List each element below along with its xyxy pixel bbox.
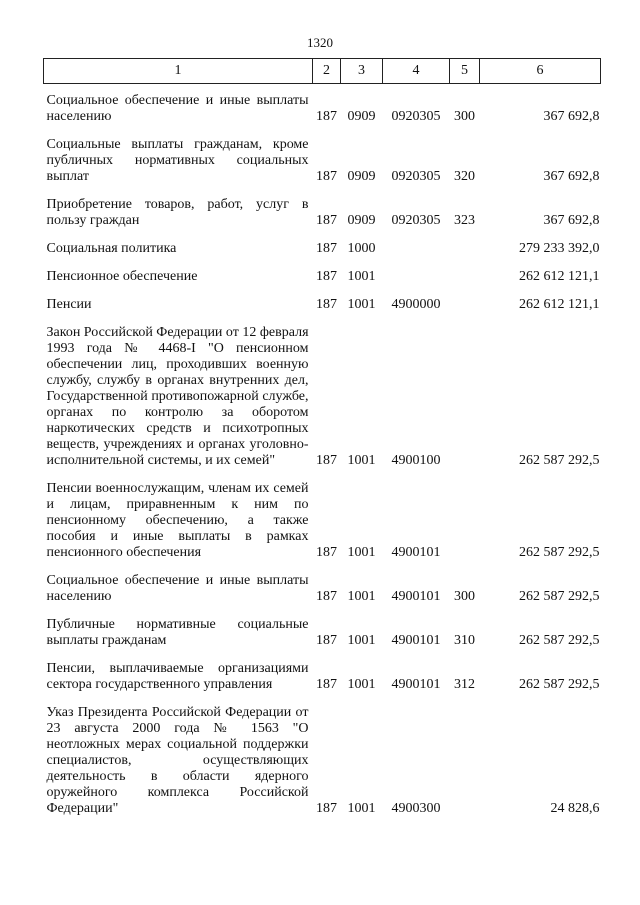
cell-amount: 262 612 121,1 bbox=[519, 297, 600, 312]
cell-target-code: 4900101 bbox=[391, 545, 441, 560]
cell-expense-code: 320 bbox=[454, 169, 475, 184]
column-header-name: 1 bbox=[44, 59, 313, 84]
cell-section-code: 1001 bbox=[347, 801, 376, 816]
table-row bbox=[44, 288, 601, 316]
cell-target-code: 4900101 bbox=[391, 589, 441, 604]
column-header-section: 3 bbox=[341, 59, 383, 84]
table-row bbox=[44, 260, 601, 288]
cell-section-code: 0909 bbox=[347, 109, 376, 124]
cell-section-code: 1001 bbox=[347, 633, 376, 648]
cell-target-code: 4900100 bbox=[391, 453, 441, 468]
table-row bbox=[44, 564, 601, 608]
cell-section-code: 0909 bbox=[347, 213, 376, 228]
cell-section-code: 1001 bbox=[347, 677, 376, 692]
column-header-expense: 5 bbox=[450, 59, 480, 84]
cell-ministry-code: 187 bbox=[316, 109, 337, 124]
cell-expense-code: 323 bbox=[454, 213, 475, 228]
cell-ministry-code: 187 bbox=[316, 269, 337, 284]
cell-name: Пенсии, выплачиваемые организациями сектора государственного управления bbox=[46, 661, 309, 692]
cell-ministry-code: 187 bbox=[316, 545, 337, 560]
cell-expense-code bbox=[450, 696, 480, 820]
column-header-amount: 6 bbox=[480, 59, 601, 84]
cell-section-code: 1001 bbox=[347, 297, 376, 312]
cell-ministry-code: 187 bbox=[316, 633, 337, 648]
cell-target-code: 0920305 bbox=[391, 109, 441, 124]
cell-expense-code bbox=[450, 288, 480, 316]
cell-name: Публичные нормативные социальные выплаты гражданам bbox=[46, 617, 309, 648]
cell-section-code: 1001 bbox=[347, 269, 376, 284]
cell-target-code: 4900101 bbox=[391, 677, 441, 692]
table-row bbox=[44, 472, 601, 564]
cell-expense-code: 312 bbox=[454, 677, 475, 692]
column-header-ministry: 2 bbox=[313, 59, 341, 84]
cell-target-code: 0920305 bbox=[391, 169, 441, 184]
cell-amount: 24 828,6 bbox=[550, 801, 600, 816]
cell-amount: 279 233 392,0 bbox=[519, 241, 600, 256]
cell-ministry-code: 187 bbox=[316, 169, 337, 184]
cell-amount: 262 587 292,5 bbox=[519, 453, 600, 468]
table-row bbox=[44, 84, 601, 129]
cell-amount: 367 692,8 bbox=[543, 109, 600, 124]
cell-amount: 367 692,8 bbox=[543, 213, 600, 228]
cell-section-code: 1001 bbox=[347, 453, 376, 468]
cell-amount: 262 587 292,5 bbox=[519, 545, 600, 560]
cell-amount: 262 612 121,1 bbox=[519, 269, 600, 284]
cell-name: Закон Российской Федерации от 12 февраля 1993 года № 4468-I "О пенсионном обеспечении лиц, проходивших военную службу, службу в органах внутренних дел, Государственной противопожарной службе, органах по контролю за оборотом наркотических средств и психотропных веществ, учреждениях и органах уголовно-исполнительной системы, и их семей" bbox=[46, 325, 309, 468]
cell-amount: 262 587 292,5 bbox=[519, 677, 600, 692]
cell-expense-code bbox=[450, 260, 480, 288]
cell-target-code: 4900300 bbox=[391, 801, 441, 816]
cell-expense-code bbox=[450, 472, 480, 564]
cell-amount: 367 692,8 bbox=[543, 169, 600, 184]
table-row bbox=[44, 188, 601, 232]
cell-expense-code: 300 bbox=[454, 109, 475, 124]
cell-target-code: 0920305 bbox=[391, 213, 441, 228]
cell-target-code bbox=[383, 260, 450, 288]
cell-ministry-code: 187 bbox=[316, 241, 337, 256]
table-row bbox=[44, 316, 601, 472]
cell-name: Пенсионное обеспечение bbox=[46, 269, 198, 284]
cell-name: Социальные выплаты гражданам, кроме публичных нормативных социальных выплат bbox=[46, 137, 309, 184]
table-row bbox=[44, 652, 601, 696]
cell-expense-code: 310 bbox=[454, 633, 475, 648]
cell-ministry-code: 187 bbox=[316, 453, 337, 468]
cell-target-code: 4900000 bbox=[391, 297, 441, 312]
cell-section-code: 1001 bbox=[347, 545, 376, 560]
cell-ministry-code: 187 bbox=[316, 589, 337, 604]
page-number: 1320 bbox=[307, 35, 333, 50]
table-row bbox=[44, 696, 601, 820]
cell-ministry-code: 187 bbox=[316, 801, 337, 816]
cell-amount: 262 587 292,5 bbox=[519, 633, 600, 648]
cell-section-code: 1000 bbox=[347, 241, 376, 256]
cell-amount: 262 587 292,5 bbox=[519, 589, 600, 604]
cell-name: Приобретение товаров, работ, услуг в пользу граждан bbox=[46, 197, 309, 228]
cell-name: Социальная политика bbox=[46, 241, 177, 256]
cell-name: Социальное обеспечение и иные выплаты населению bbox=[46, 93, 309, 124]
cell-section-code: 1001 bbox=[347, 589, 376, 604]
cell-section-code: 0909 bbox=[347, 169, 376, 184]
column-header-target: 4 bbox=[383, 59, 450, 84]
cell-ministry-code: 187 bbox=[316, 297, 337, 312]
cell-name: Пенсии военнослужащим, членам их семей и лицам, приравненным к ним по пенсионному обеспечению, а также пособия и иные выплаты в рамках пенсионного обеспечения bbox=[46, 481, 309, 560]
cell-expense-code bbox=[450, 232, 480, 260]
cell-target-code: 4900101 bbox=[391, 633, 441, 648]
table-header-row bbox=[44, 59, 601, 84]
table-row bbox=[44, 608, 601, 652]
table-row bbox=[44, 128, 601, 188]
cell-ministry-code: 187 bbox=[316, 213, 337, 228]
cell-name: Указ Президента Российской Федерации от 23 августа 2000 года № 1563 "О неотложных мерах социальной поддержки специалистов, осуществляющих деятельность в области ядерного оружейного комплекса Российской Федерации" bbox=[46, 705, 309, 816]
cell-ministry-code: 187 bbox=[316, 677, 337, 692]
cell-target-code bbox=[383, 232, 450, 260]
budget-table bbox=[43, 58, 601, 820]
cell-expense-code: 300 bbox=[454, 589, 475, 604]
table-body bbox=[44, 84, 601, 821]
cell-expense-code bbox=[450, 316, 480, 472]
table-row bbox=[44, 232, 601, 260]
cell-name: Социальное обеспечение и иные выплаты населению bbox=[46, 573, 309, 604]
cell-name: Пенсии bbox=[46, 297, 92, 312]
